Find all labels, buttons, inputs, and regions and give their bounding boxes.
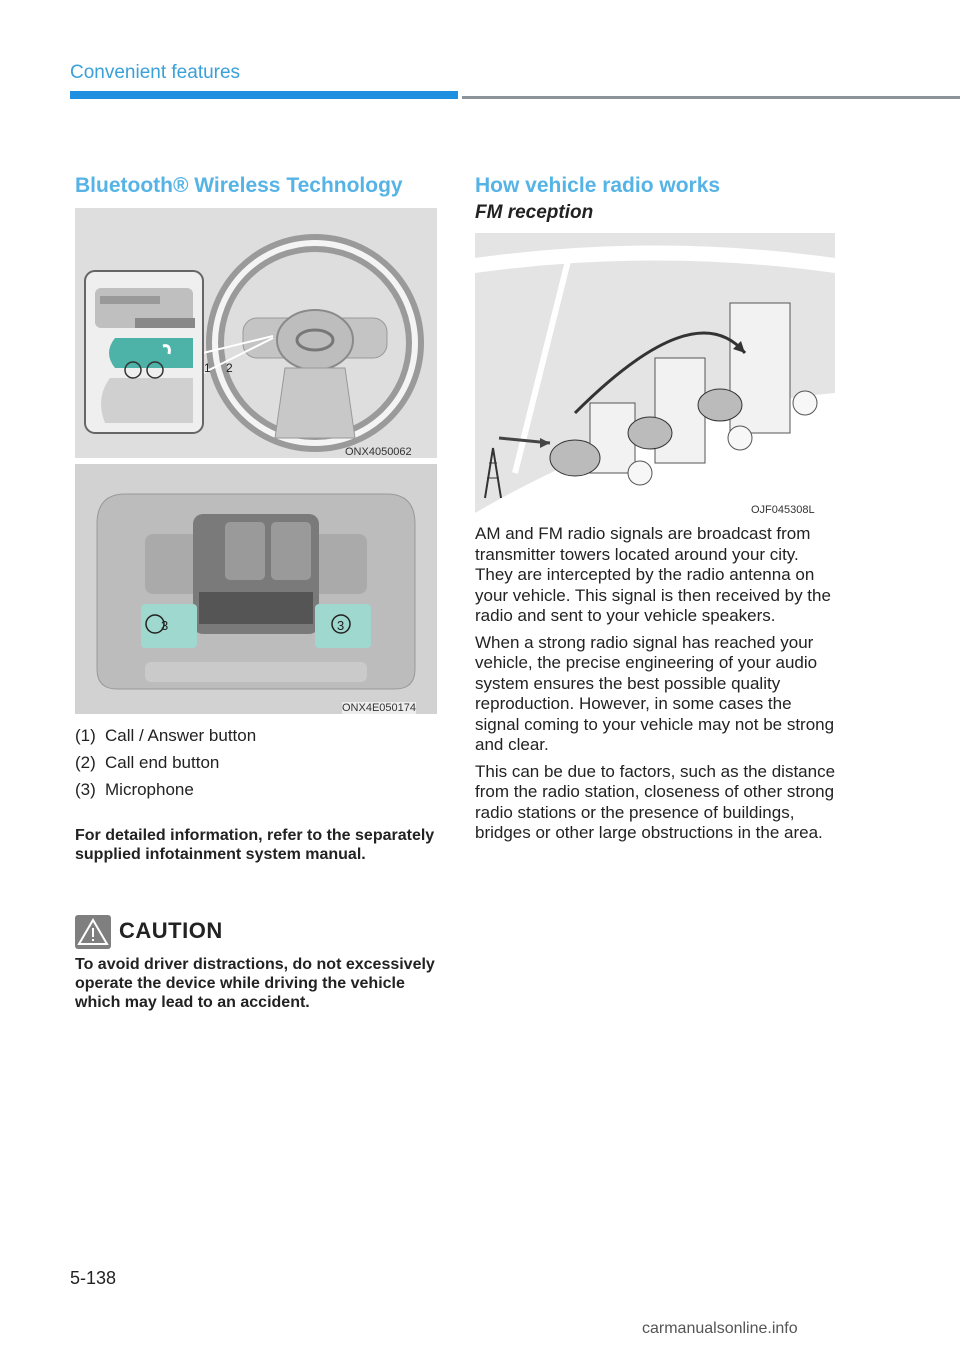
item-label: Microphone (105, 780, 194, 799)
item-number: (2) (75, 753, 96, 772)
paragraph-1: AM and FM radio signals are broadcast from transmitter towers located around your city. They are intercepted by the radio antenna on your vehicle. This signal is then received by the radio and sent to your vehicle speakers. (475, 524, 831, 625)
item-label: Call end button (105, 753, 220, 772)
overhead-console-figure (75, 464, 437, 714)
steering-wheel-figure (75, 208, 437, 458)
section-header: Convenient features (70, 62, 241, 83)
callout-1: 1 (204, 361, 211, 375)
paragraph-2: When a strong radio signal has reached your vehicle, the precise engineering of your audio system ensures the best possible quality reproduction. However, in some cases the signal coming to your vehicle may not be strong and clear. (475, 632, 835, 754)
figure-code-3: OJF045308L (751, 504, 815, 516)
fm-reception-subheading: FM reception (475, 202, 594, 223)
callout-2: 2 (226, 361, 233, 375)
legend-list (75, 722, 256, 803)
item-label: Call / Answer button (105, 726, 257, 745)
caution-icon (75, 915, 111, 949)
bluetooth-heading: Bluetooth® Wireless Technology (75, 174, 403, 197)
caution-text: To avoid driver distractions, do not excessively operate the device while driving the vehicle which may lead to an accident. (75, 956, 435, 1011)
list-item (75, 776, 256, 803)
list-item (75, 749, 256, 776)
watermark: carmanualsonline.info (642, 1320, 798, 1337)
figure-code-2: ONX4E050174 (342, 702, 416, 714)
page-number: 5-138 (70, 1268, 117, 1288)
header-rule-gray (462, 96, 960, 99)
infotainment-note: For detailed information, refer to the separately supplied infotainment system manual. (75, 827, 435, 863)
steering-wheel-illustration (75, 208, 437, 458)
item-number: (3) (75, 780, 96, 799)
caution-title: CAUTION (119, 918, 223, 943)
paragraph-3: This can be due to factors, such as the distance from the radio station, closeness of other strong radio stations or the presence of buildings, bridges or other large obstructions in the area. (475, 761, 836, 842)
radio-heading: How vehicle radio works (475, 174, 721, 197)
fm-reception-figure (475, 233, 835, 513)
header-rule-blue (70, 91, 458, 99)
radio-body-text (475, 524, 837, 850)
item-number: (1) (75, 726, 96, 745)
overhead-console-illustration (75, 464, 437, 714)
warning-triangle-icon (75, 915, 111, 949)
fm-reception-illustration (475, 233, 835, 513)
figure-code-1: ONX4050062 (345, 446, 412, 458)
callout-3-right-label: 3 (337, 618, 345, 633)
list-item (75, 722, 256, 749)
callout-3-left-label: 3 (161, 618, 169, 633)
